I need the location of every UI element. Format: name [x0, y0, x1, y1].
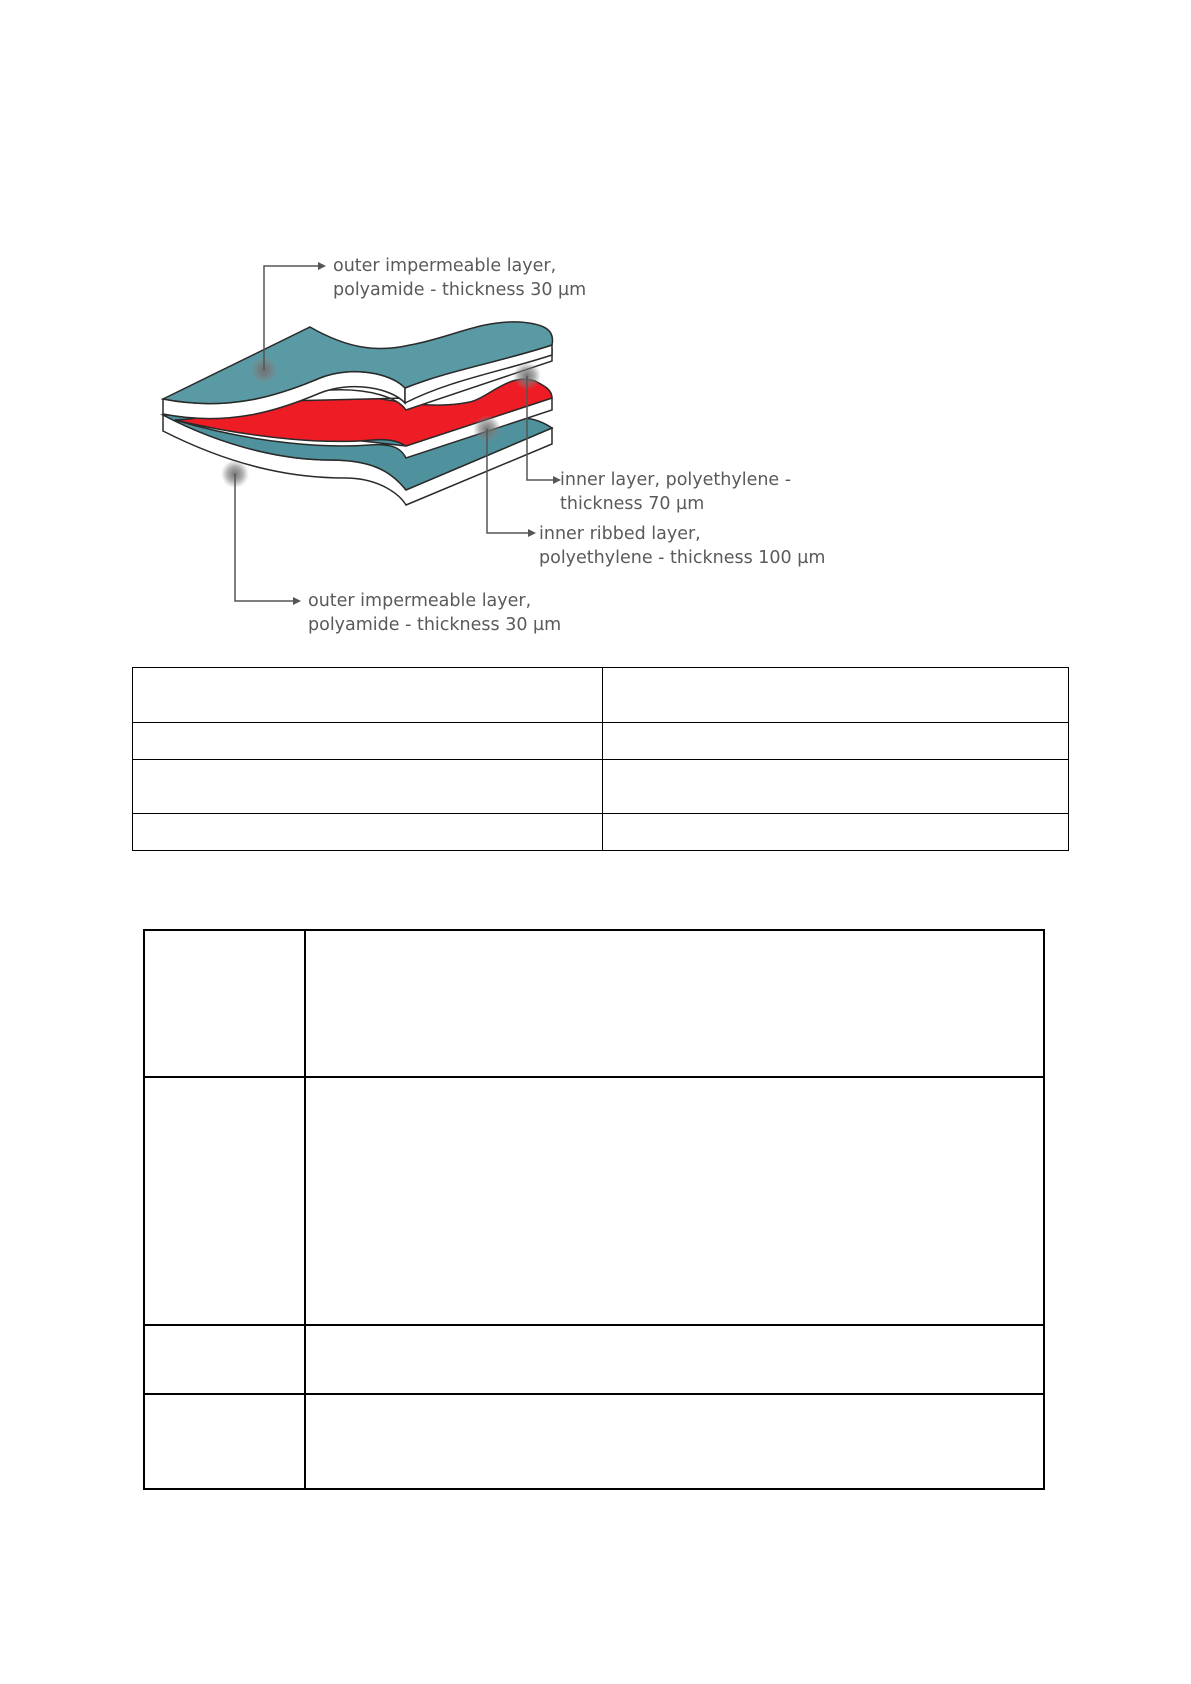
table-cell [144, 1394, 305, 1489]
callout-ribbed-layer-line2: polyethylene - thickness 100 µm [539, 548, 826, 568]
callout-inner-layer-line1: inner layer, polyethylene - [560, 470, 792, 490]
table-cell [133, 814, 603, 851]
arrowhead-top-layer [318, 262, 326, 270]
table-cell [603, 668, 1069, 723]
callout-bottom-layer [308, 589, 561, 637]
table-cell [603, 760, 1069, 814]
table-row [133, 668, 1069, 723]
table-cell [144, 1077, 305, 1325]
table-cell [144, 930, 305, 1077]
table-cell [133, 723, 603, 760]
table-cell [603, 814, 1069, 851]
table-row [133, 760, 1069, 814]
table-cell [305, 1077, 1044, 1325]
callout-line-bottom-layer [235, 474, 295, 601]
callout-bottom-layer-line1: outer impermeable layer, [308, 591, 532, 611]
callout-bottom-layer-line2: polyamide - thickness 30 µm [308, 615, 562, 635]
table-cell [305, 930, 1044, 1077]
callout-top-layer [333, 254, 586, 302]
table-cell [305, 1394, 1044, 1489]
arrowhead-bottom-layer [293, 597, 301, 605]
arrowhead-ribbed-layer [528, 529, 536, 537]
callout-inner-layer-line2: thickness 70 µm [560, 494, 705, 514]
table-row [133, 814, 1069, 851]
table-cell [133, 668, 603, 723]
table-row [144, 1325, 1044, 1394]
callout-ribbed-layer [539, 522, 825, 570]
table-row [144, 1394, 1044, 1489]
empty-table-1 [132, 667, 1069, 851]
table-row [133, 723, 1069, 760]
callout-top-layer-line2: polyamide - thickness 30 µm [333, 280, 587, 300]
table-cell [603, 723, 1069, 760]
table-row [144, 930, 1044, 1077]
table-row [144, 1077, 1044, 1325]
empty-table-2 [143, 929, 1045, 1490]
callout-ribbed-layer-line1: inner ribbed layer, [539, 524, 701, 544]
callout-inner-layer [560, 468, 791, 516]
callout-top-layer-line1: outer impermeable layer, [333, 256, 557, 276]
table-cell [305, 1325, 1044, 1394]
table-cell [133, 760, 603, 814]
table-cell [144, 1325, 305, 1394]
